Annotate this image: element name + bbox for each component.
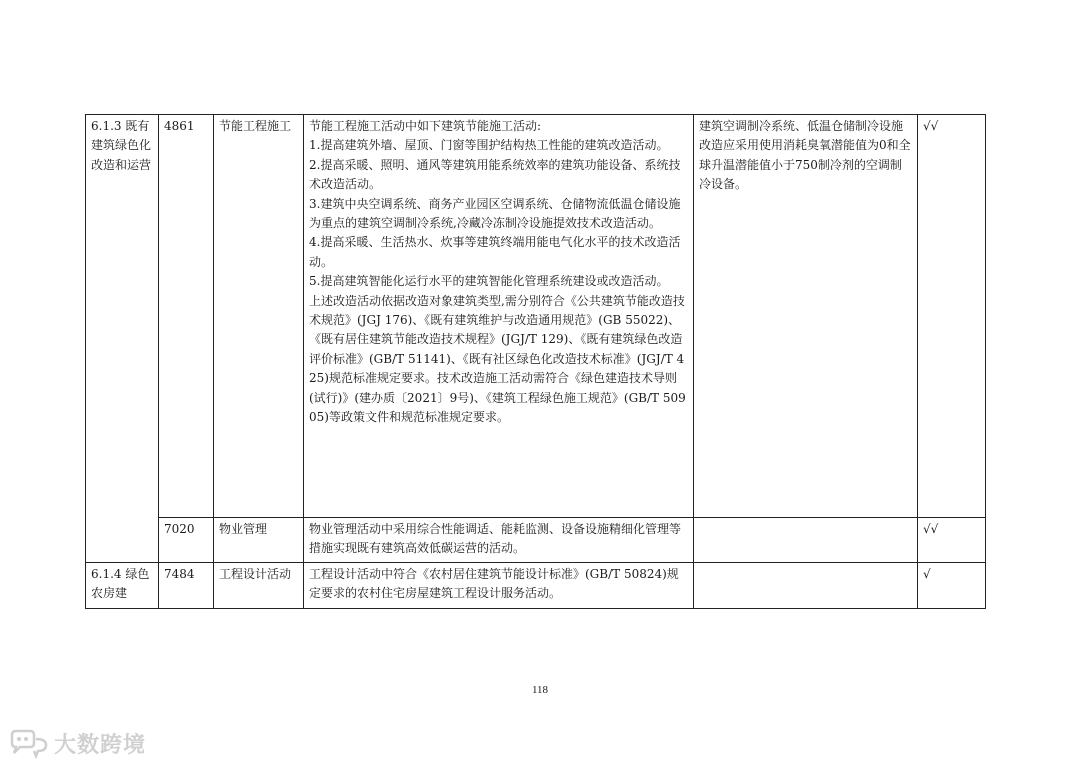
description-cell: 物业管理活动中采用综合性能调适、能耗监测、设备设施精细化管理等措施实现既有建筑高效低碳运营的活动。 [304, 518, 694, 563]
description-cell: 工程设计活动中符合《农村居住建筑节能设计标准》(GB/T 50824)规定要求的农村住宅房屋建筑工程设计服务活动。 [304, 563, 694, 609]
industry-code-cell: 4861 [159, 115, 214, 518]
description-cell: 节能工程施工活动中如下建筑节能施工活动: 1.提高建筑外墙、屋顶、门窗等围护结构热工性能的建筑改造活动。 2.提高采暖、照明、通风等建筑用能系统效率的建筑功能设备、系统技术改造活动。 3.建筑中央空调系统、商务产业园区空调系统、仓储物流低温仓储设施为重点的建筑空调制冷系统,冷藏冷冻制冷设施提效技术改造活动。 4.提高采暖、生活热水、炊事等建筑终端用能电气化水平的技术改造活动。 5.提高建筑智能化运行水平的建筑智能化管理系统建设或改造活动。 上述改造活动依据改造对象建筑类型,需分别符合《公共建筑节能改造技术规范》(JGJ 176)、《既有建筑维护与改造通用规范》(GB 55022)、《既有居住建筑节能改造技术规程》(JGJ/T 129)、《既有建筑绿色改造评价标准》(GB/T 51141)、《既有社区绿色化改造技术标准》(JGJ/T 425)规范标准规定要求。技术改造施工活动需符合《绿色建造技术导则(试行)》(建办质〔2021〕9号)、《建筑工程绿色施工规范》(GB/T 50905)等政策文件和规范标准规定要求。 [304, 115, 694, 518]
industry-code-cell: 7020 [159, 518, 214, 563]
page-number: 118 [531, 684, 549, 696]
check-mark-cell: √√ [918, 115, 986, 518]
category-cell: 6.1.3 既有建筑绿色化改造和运营 [86, 115, 159, 563]
category-cell: 6.1.4 绿色农房建 [86, 563, 159, 609]
industry-name-cell: 物业管理 [214, 518, 304, 563]
industry-name-cell: 节能工程施工 [214, 115, 304, 518]
industry-name-cell: 工程设计活动 [214, 563, 304, 609]
table-row [86, 115, 986, 518]
check-mark-cell: √√ [918, 518, 986, 563]
industry-code-cell: 7484 [159, 563, 214, 609]
note-cell [694, 518, 918, 563]
check-mark-cell: √ [918, 563, 986, 609]
watermark-text: 大数跨境 [54, 733, 147, 758]
note-cell [694, 563, 918, 609]
note-cell: 建筑空调制冷系统、低温仓储制冷设施改造应采用使用消耗臭氧潜能值为0和全球升温潜能值小于750制冷剂的空调制冷设备。 [694, 115, 918, 518]
watermark [8, 728, 146, 759]
table-row [86, 518, 986, 563]
table-row [86, 563, 986, 609]
catalog-table [85, 114, 986, 609]
chat-bubble-logo-icon [8, 729, 50, 759]
